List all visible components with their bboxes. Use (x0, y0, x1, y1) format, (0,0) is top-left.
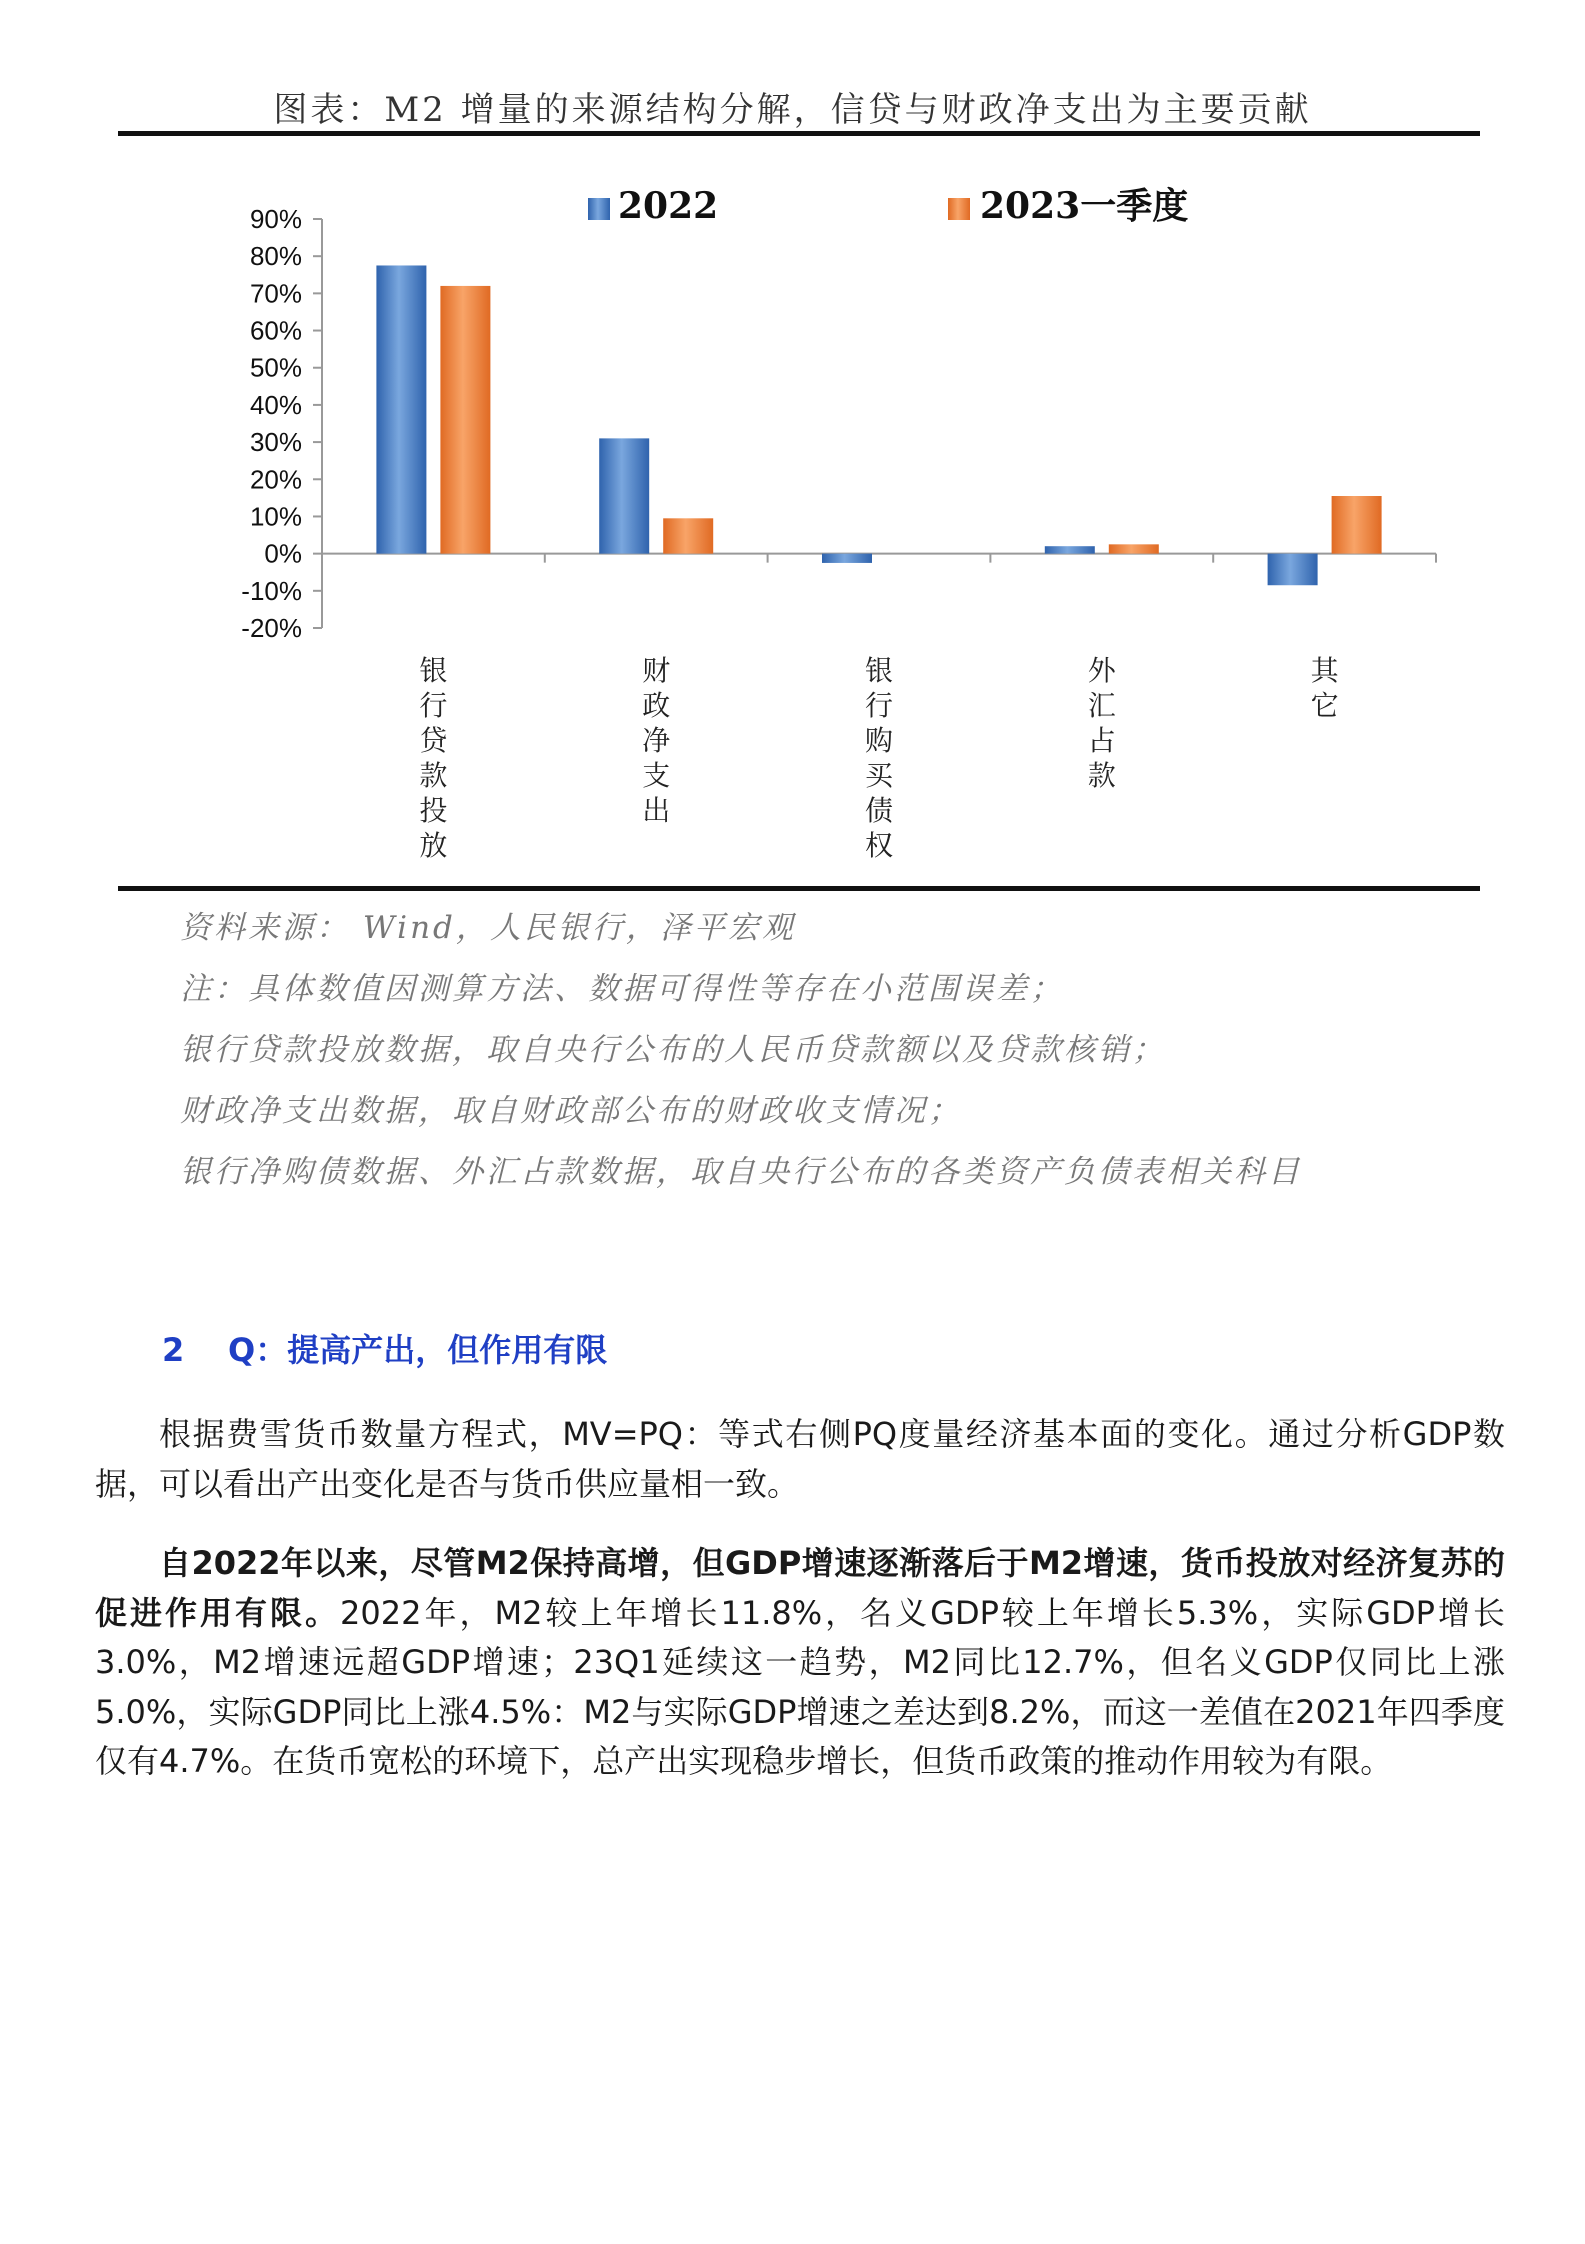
body-paragraph-2 (95, 1539, 1505, 1787)
bar-2022-银行贷款投放 (376, 265, 426, 553)
y-tick-label: 30% (249, 427, 302, 458)
category-label-char: 行 (864, 689, 894, 722)
y-tick-label: -20% (241, 613, 302, 643)
category-label-char: 净 (642, 724, 671, 757)
figure-notes (180, 898, 1480, 1203)
y-tick-label: 50% (249, 352, 302, 383)
note-line: 注：具体数值因测算方法、数据可得性等存在小范围误差； (180, 971, 1064, 1007)
y-tick-label: 10% (249, 501, 302, 532)
y-tick-label: -10% (241, 575, 302, 606)
category-label-char: 出 (642, 794, 671, 827)
category-label-char: 款 (1087, 759, 1116, 792)
bar-2022-财政净支出 (599, 438, 649, 553)
bar-2022-其它 (1268, 554, 1318, 586)
category-label-char: 买 (864, 759, 894, 792)
y-tick-label: 0% (264, 538, 302, 569)
bar-2023一季度-银行贷款投放 (440, 286, 490, 554)
bar-chart (0, 0, 1585, 890)
figure-title: 图表：M2 增量的来源结构分解，信贷与财政净支出为主要贡献 (273, 90, 1312, 130)
category-label-char: 行 (419, 689, 448, 722)
note-line: 银行净购债数据、外汇占款数据，取自央行公布的各类资产负债表相关科目 (180, 1154, 1302, 1190)
y-tick-label: 80% (249, 241, 302, 272)
category-label-char: 款 (419, 759, 448, 792)
legend-label-0: 2022 (618, 185, 719, 227)
category-label-char: 银 (419, 654, 448, 687)
section-number: 2 (162, 1331, 185, 1369)
y-tick-label: 20% (249, 464, 302, 495)
category-label-char: 财 (642, 654, 671, 687)
section-title: Q：提高产出，但作用有限 (228, 1331, 608, 1369)
category-label-char: 债 (864, 794, 894, 827)
category-label-char: 它 (1310, 689, 1339, 722)
legend-label-1: 2023一季度 (980, 185, 1189, 227)
category-label-char: 其 (1310, 654, 1339, 687)
bar-2023一季度-外汇占款 (1109, 544, 1159, 553)
category-label-char: 贷 (419, 724, 448, 757)
figure-bottom-rule (118, 886, 1480, 891)
body-paragraph-1: 根据费雪货币数量方程式，MV=PQ：等式右侧PQ度量经济基本面的变化。通过分析GDP数据，可以看出产出变化是否与货币供应量相一致。 (95, 1415, 1505, 1503)
y-tick-label: 40% (249, 389, 302, 420)
bar-2023一季度-其它 (1332, 496, 1382, 554)
note-line: 财政净支出数据，取自财政部公布的财政收支情况； (180, 1093, 962, 1129)
bar-2023一季度-财政净支出 (663, 518, 713, 553)
source-note: 资料来源： Wind，人民银行，泽平宏观 (180, 910, 796, 946)
category-label-char: 投 (419, 794, 448, 827)
section-heading (162, 1325, 607, 1371)
bar-2022-银行购买债权 (822, 554, 872, 563)
category-label-char: 支 (642, 759, 671, 792)
y-tick-label: 70% (249, 278, 302, 309)
category-label-char: 银 (864, 654, 894, 687)
note-line: 银行贷款投放数据，取自央行公布的人民币贷款额以及贷款核销； (180, 1032, 1166, 1068)
paragraph-body: 2022年，M2较上年增长11.8%，名义GDP较上年增长5.3%，实际GDP增长3.0%，M2增速远超GDP增速；23Q1延续这一趋势，M2同比12.7%，但名义GDP仅同比上涨5.0%，实际GDP同比上涨4.5%：M2与实际GDP增速之差达到8.2%，而这一差值在2021年四季度仅有4.7%。在货币宽松的环境下，总产出实现稳步增长，但货币政策的推动作用较为有限。 (95, 1593, 1505, 1780)
y-tick-label: 60% (249, 315, 302, 346)
y-tick-label: 90% (249, 204, 302, 234)
bar-2022-外汇占款 (1045, 546, 1095, 553)
category-label-char: 放 (419, 829, 448, 862)
legend-swatch-0 (588, 198, 610, 220)
category-label-char: 购 (864, 724, 894, 757)
category-label-char: 权 (864, 829, 894, 862)
category-label-char: 政 (642, 689, 671, 722)
category-label-char: 占 (1087, 724, 1116, 757)
category-label-char: 外 (1087, 654, 1116, 687)
category-label-char: 汇 (1087, 689, 1116, 722)
paragraph-lead-bold: 自2022年以来，尽管M2保持高增，但GDP增速逐渐落后于M2增速，货币投放对经济复苏的促进作用有限。 (95, 1544, 1505, 1632)
legend-swatch-1 (948, 198, 970, 220)
